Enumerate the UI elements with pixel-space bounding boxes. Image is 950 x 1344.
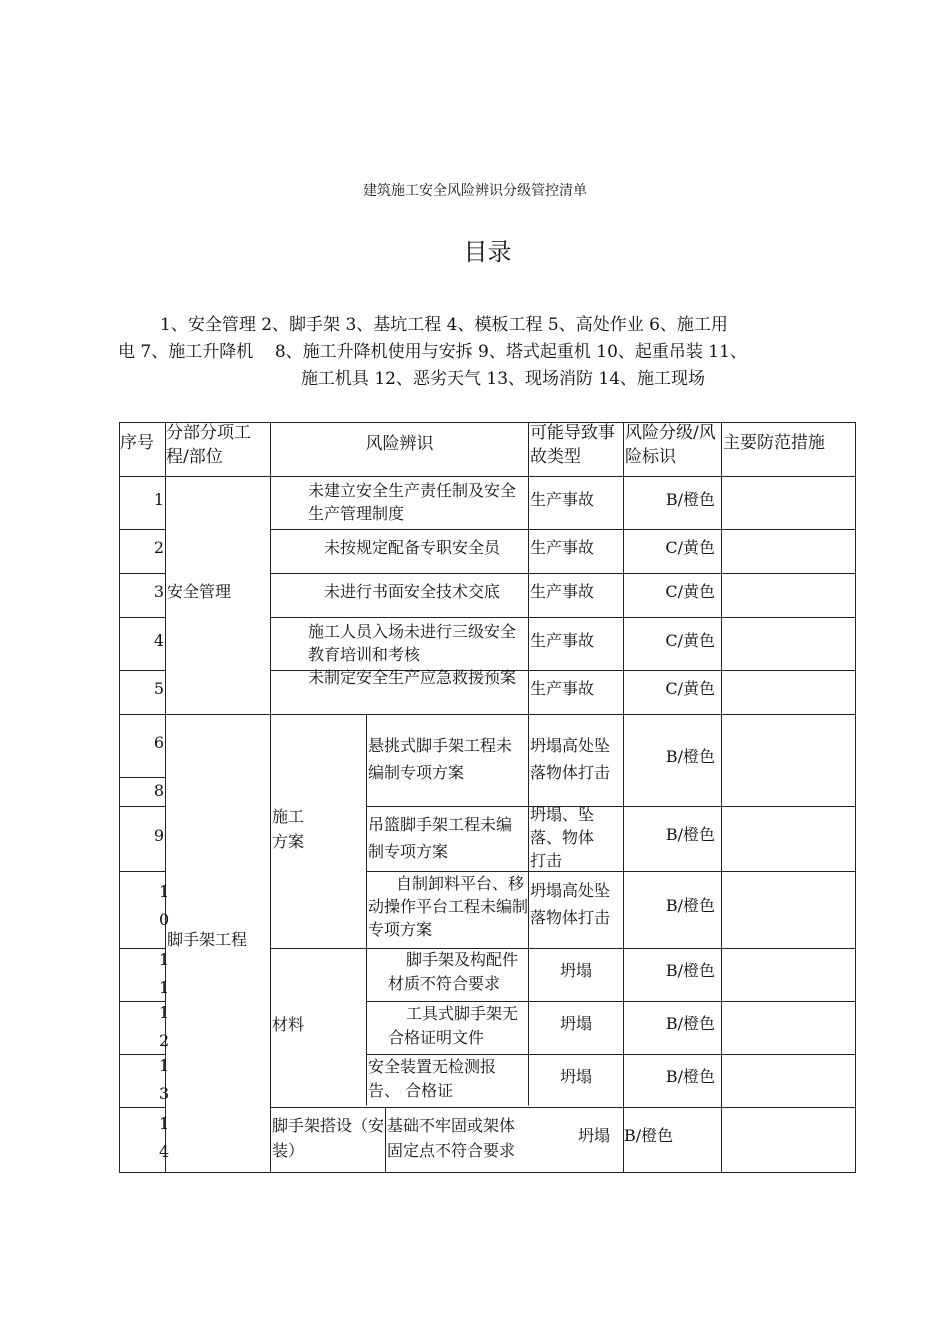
accident-type: 坍塌、坠落、物体打击 [530,805,595,870]
risk-text: 未制定安全生产应急救援预案 [308,668,517,687]
row-seq: 3 [153,582,164,601]
row-seq: 9 [153,826,164,845]
risk-level: B/橙色 [665,961,715,980]
row-seq: 13 [159,1056,170,1103]
risk-level: B/橙色 [624,1126,674,1145]
header-seq: 序号 [120,433,154,453]
risk-level: B/橙色 [665,747,715,766]
row-seq: 1 [153,490,164,509]
row-seq: 4 [153,631,164,650]
risk-text: 未建立安全生产责任制及安全 生产管理制度 [308,481,517,523]
group-material: 材料 [272,1015,305,1034]
risk-level: B/橙色 [665,825,715,844]
toc-line-3: 施工机具 12、恶劣天气 13、现场消防 14、施工现场 [300,369,706,389]
header-level: 风险分级/风险标识 [625,423,716,467]
toc-line-1: 1、安全管理 2、脚手架 3、基坑工程 4、模板工程 5、高处作业 6、施工用 [160,315,728,335]
group-safety-management: 安全管理 [167,582,232,601]
header-measures: 主要防范措施 [723,433,825,453]
risk-text: 悬挑式脚手架工程未编制专项方案 [368,736,513,782]
risk-text: 工具式脚手架无合格证明文件 [388,1004,519,1047]
accident-type: 生产事故 [530,538,595,557]
row-seq: 14 [159,1114,170,1161]
row-seq: 6 [153,733,164,752]
accident-type: 坍塌高处坠落物体打击 [530,736,611,782]
page-title: 目录 [463,238,512,266]
risk-level: B/橙色 [665,1014,715,1033]
risk-level: C/黄色 [665,679,715,698]
accident-type: 坍塌高处坠落物体打击 [530,881,611,927]
document-subtitle: 建筑施工安全风险辨识分级管控清单 [363,183,587,199]
accident-type: 生产事故 [530,631,595,650]
accident-type: 生产事故 [530,679,595,698]
risk-text: 未按规定配备专职安全员 [324,538,501,557]
header-risk: 风险辨识 [365,434,434,454]
risk-level: B/橙色 [665,490,715,509]
group-scaffold: 脚手架工程 [167,930,248,949]
row-seq: 11 [159,950,170,997]
row-seq: 10 [159,882,170,929]
row-seq: 12 [159,1003,170,1050]
group-construction-plan: 施工方案 [272,807,305,851]
risk-text: 未进行书面安全技术交底 [324,582,501,601]
risk-level: C/黄色 [665,538,715,557]
header-accident: 可能导致事故类型 [530,423,615,467]
risk-level: B/橙色 [665,896,715,915]
risk-text: 脚手架及构配件材质不符合要求 [388,950,519,993]
accident-type: 坍塌 [577,1126,610,1145]
risk-level: B/橙色 [665,1067,715,1086]
risk-text: 施工人员入场未进行三级安全 教育培训和考核 [308,622,517,664]
row-seq: 2 [153,538,164,557]
risk-text: 安全装置无检测报告、 合格证 [368,1057,497,1100]
row-seq: 8 [153,781,164,800]
risk-level: C/黄色 [665,582,715,601]
risk-text: 自制卸料平台、移动操作平台工程未编制专项方案 [368,874,529,939]
accident-type: 坍塌 [559,1067,592,1086]
toc-line-2: 电 7、施工升降机 8、施工升降机使用与安拆 9、塔式起重机 10、起重吊装 11、 [118,342,747,362]
risk-text: 吊篮脚手架工程未编制专项方案 [368,815,513,861]
risk-level: C/黄色 [665,631,715,650]
accident-type: 生产事故 [530,490,595,509]
accident-type: 生产事故 [530,582,595,601]
risk-text: 基础不牢固或架体固定点不符合要求 [387,1116,516,1160]
row-seq: 5 [153,679,164,698]
accident-type: 坍塌 [559,1014,592,1033]
group-scaffold-erection: 脚手架搭设（安 装） [272,1116,385,1160]
header-part: 分部分项工程/部位 [166,423,251,467]
accident-type: 坍塌 [559,961,592,980]
